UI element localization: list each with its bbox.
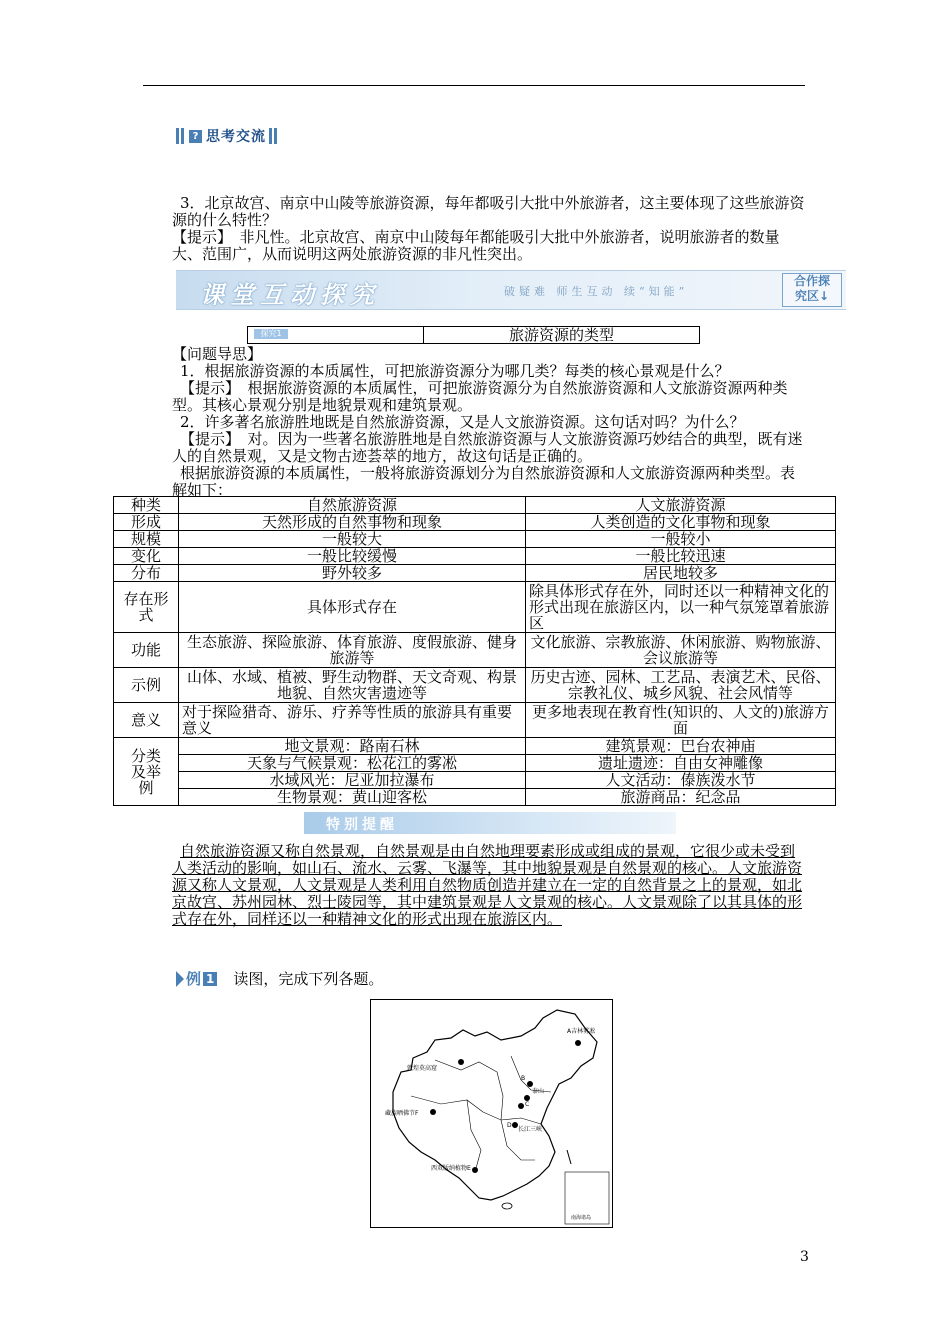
- explore-tag: [247, 326, 424, 344]
- china-map: [370, 999, 613, 1228]
- table-row: [114, 772, 836, 789]
- reminder-note: 自然旅游资源又称自然景观，自然景观是由自然地理要素形成或组成的景观，它很少或未受到人类活动的影响，如山石、流水、云雾、飞瀑等，其中地貌景观是自然景观的核心。人文旅游资源又称人文景观，人文景观是人类利用自然物质创造并建立在一定的自然背景之上的景观，如北京故宫、苏州园林、烈士陵园等，其中建筑景观是人文景观的核心。人文景观除了以其具体的形式存在外，同样还以一种精神文化的形式出现在旅游区内。: [172, 842, 803, 928]
- coop-line-1: 合作探: [793, 274, 830, 288]
- map-point-label: 长江三峡: [518, 1126, 543, 1133]
- table-cell: 更多地表现在教育性(知识的、人文的)旅游方面: [526, 703, 836, 738]
- table-cell: 旅游商品：纪念品: [526, 789, 836, 806]
- banner-bar: [269, 128, 272, 144]
- map-point-label: B: [521, 1075, 526, 1082]
- question-3: 3．北京故宫、南京中山陵等旅游资源，每年都吸引大批中外旅游者，这主要体现了这些旅游资源的什么特性？: [172, 194, 805, 229]
- table-row: [114, 703, 836, 738]
- table-cell: 山体、水域、植被、野生动物群、天文奇观、构景地貌、自然灾害遗迹等: [179, 668, 526, 703]
- hainan-island: [502, 1203, 512, 1209]
- table-row: [114, 668, 836, 703]
- table-cell: 遗址遗迹：自由女神雕像: [526, 755, 836, 772]
- banner-bar: [181, 128, 184, 144]
- province-border: [483, 1112, 541, 1124]
- guide-heading: 【问题导思】: [172, 345, 263, 363]
- table-row: [114, 531, 836, 548]
- table-cell: 天然形成的自然事物和现象: [179, 514, 526, 531]
- table-cell: 生物景观：黄山迎客松: [179, 789, 526, 806]
- table-cell: 文化旅游、宗教旅游、休闲旅游、购物旅游、会议旅游等: [526, 633, 836, 668]
- coop-line-2: 究区↓: [794, 289, 830, 303]
- table-row: [114, 548, 836, 565]
- table-row: [114, 565, 836, 582]
- guide-question-2: 2．许多著名旅游胜地既是自然旅游资源，又是人文旅游资源。这句话对吗？为什么？: [180, 413, 745, 431]
- table-cell: 一般比较缓慢: [179, 548, 526, 565]
- map-point: [472, 1167, 478, 1173]
- table-cell: 地文景观：路南石林: [179, 738, 526, 755]
- table-cell: 具体形式存在: [179, 582, 526, 633]
- banner-slogan: 破疑难 师生互动 续“知能”: [504, 285, 689, 298]
- table-cell: 对于探险猎奇、游乐、疗养等性质的旅游具有重要意义: [179, 703, 526, 738]
- map-point-label: 藏族晒佛节F: [385, 1110, 419, 1117]
- top-rule: [143, 85, 805, 86]
- table-cell: 示例: [114, 668, 179, 703]
- table-row: [114, 633, 836, 668]
- table-cell: 意义: [114, 703, 179, 738]
- explore-chip: 探究1: [254, 329, 288, 339]
- table-cell: 除具体形式存在外，同时还以一种精神文化的形式出现在旅游区内，以一种气氛笼罩着旅游区: [526, 582, 836, 633]
- table-cell: 分布: [114, 565, 179, 582]
- guide-answer-1: 【提示】 根据旅游资源的本质属性，可把旅游资源分为自然旅游资源和人文旅游资源两种类型。其核心景观分别是地貌景观和建筑景观。: [172, 379, 788, 414]
- table-cell: 天象与气候景观：松花江的雾凇: [179, 755, 526, 772]
- map-point: [458, 1059, 464, 1065]
- map-point: [430, 1109, 436, 1115]
- table-cell: 形成: [114, 514, 179, 531]
- guide-answer-2: 【提示】 对。因为一些著名旅游胜地是自然旅游资源与人文旅游资源巧妙结合的典型，既有迷人的自然景观，又是文物古迹荟萃的地方，故这句话是正确的。: [172, 430, 803, 465]
- table-cell: 规模: [114, 531, 179, 548]
- think-exchange-label: 思考交流: [206, 129, 266, 145]
- resource-comparison-table: [113, 496, 836, 806]
- example-label: 例: [186, 970, 202, 988]
- inset-label: 南海诸岛: [571, 1215, 592, 1221]
- table-header-cell: 种类: [114, 497, 179, 514]
- classroom-inquiry-banner: [176, 270, 846, 310]
- table-header-cell: 人文旅游资源: [526, 497, 836, 514]
- map-point: [518, 1103, 524, 1109]
- table-cell: 一般较大: [179, 531, 526, 548]
- page-number: 3: [800, 1249, 809, 1265]
- table-cell: 存在形式: [114, 582, 179, 633]
- think-exchange-banner: [176, 126, 279, 146]
- province-border: [435, 1060, 497, 1072]
- example-number: 1: [203, 972, 217, 986]
- table-cell: 一般较小: [526, 531, 836, 548]
- map-point: [527, 1081, 533, 1087]
- map-point-label: 西双版纳植物E: [431, 1165, 471, 1172]
- table-cell: 建筑景观：巴台农神庙: [526, 738, 836, 755]
- table-cell: 人类创造的文化事物和现象: [526, 514, 836, 531]
- table-cell: 人文活动：傣族泼水节: [526, 772, 836, 789]
- table-cell: 水域风光：尼亚加拉瀑布: [179, 772, 526, 789]
- taiwan-island: [567, 1150, 571, 1164]
- table-intro: 根据旅游资源的本质属性，一般将旅游资源划分为自然旅游资源和人文旅游资源两种类型。表解如下：: [172, 464, 796, 499]
- table-cell: 生态旅游、探险旅游、体育旅游、度假旅游、健身旅游等: [179, 633, 526, 668]
- china-map-drawing: [371, 1000, 612, 1227]
- map-point: [575, 1040, 581, 1046]
- table-cell: 功能: [114, 633, 179, 668]
- province-border: [497, 1072, 503, 1120]
- table-cell: 野外较多: [179, 565, 526, 582]
- table-cell: 变化: [114, 548, 179, 565]
- map-point-label: A吉林雾凇: [567, 1028, 596, 1035]
- example-prompt: 读图，完成下列各题。: [233, 970, 384, 988]
- guide-question-1: 1．根据旅游资源的本质属性，可把旅游资源分为哪几类？每类的核心景观是什么？: [180, 362, 730, 380]
- example-arrow-icon: [176, 971, 184, 987]
- table-cell: 分类及举例: [114, 738, 179, 806]
- banner-bar: [274, 128, 277, 144]
- map-point-label: 泰山: [532, 1088, 545, 1095]
- special-reminder-banner: [304, 812, 676, 834]
- map-point-label: 敦煌莫高窟: [407, 1065, 438, 1072]
- table-cell: 历史古迹、园林、工艺品、表演艺术、民俗、宗教礼仪、城乡风貌、社会风情等: [526, 668, 836, 703]
- map-point-label: D: [507, 1122, 512, 1129]
- table-row: [114, 514, 836, 531]
- country-outline: [393, 1010, 597, 1200]
- banner-bar: [176, 128, 179, 144]
- question-icon: ?: [189, 130, 202, 143]
- province-border: [411, 1096, 483, 1112]
- table-row: [114, 789, 836, 806]
- table-row: [114, 582, 836, 633]
- table-cell: 一般比较迅速: [526, 548, 836, 565]
- explore-heading: [247, 326, 700, 344]
- cooperation-zone-label: [782, 273, 842, 307]
- map-point-label: C: [525, 1101, 530, 1108]
- province-border: [467, 1100, 481, 1172]
- table-row: [114, 738, 836, 755]
- explore-title: 旅游资源的类型: [424, 326, 700, 344]
- question-3-hint: 【提示】 非凡性。北京故宫、南京中山陵每年都能吸引大批中外旅游者，说明旅游者的数量大、范围广，从而说明这两处旅游资源的非凡性突出。: [172, 228, 780, 263]
- table-header-row: [114, 497, 836, 514]
- special-reminder-label: 特别提醒: [326, 817, 398, 833]
- table-row: [114, 755, 836, 772]
- example-heading: [176, 968, 383, 989]
- table-cell: 居民地较多: [526, 565, 836, 582]
- classroom-inquiry-title: 课堂互动探究: [200, 280, 380, 309]
- table-header-cell: 自然旅游资源: [179, 497, 526, 514]
